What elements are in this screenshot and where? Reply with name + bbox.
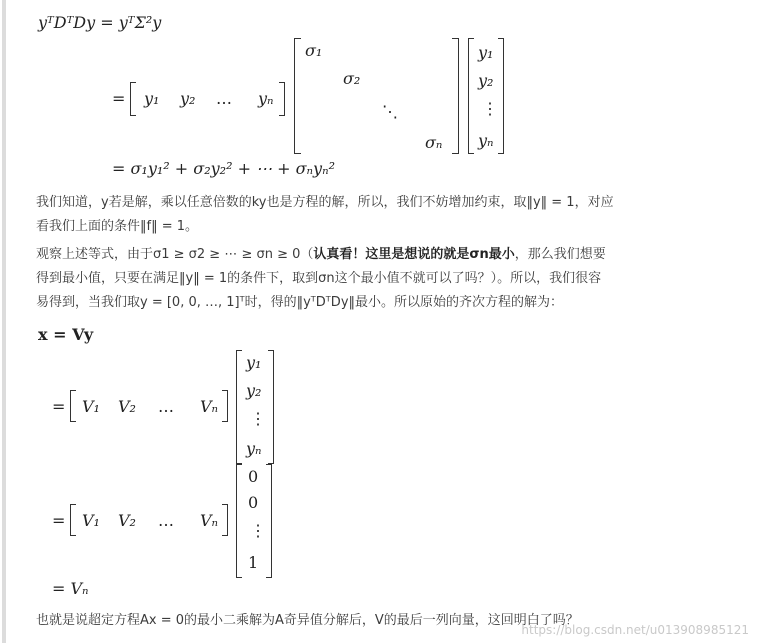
eq2-row2-item: V₂ xyxy=(118,511,136,530)
eq2-col2-bracket-left xyxy=(236,464,242,578)
footer-text: 也就是说超定方程Ax = 0的最小二乘解为A奇异值分解后，V的最后一列向量，这回明白了吗？ xyxy=(36,613,579,628)
eq2-col-bracket-left xyxy=(236,350,242,464)
eq2-col-bracket-right xyxy=(268,350,274,464)
para2-line1 xyxy=(36,246,606,264)
eq2-row-bracket-left xyxy=(70,390,76,422)
para2-line1-part-a: 观察上述等式，由于σ1 ≥ σ2 ≥ ⋯ ≥ σn ≥ 0（ xyxy=(36,247,314,262)
eq2-col2-item: 1 xyxy=(248,553,259,572)
para2-line3: 易得到，当我们取y = [0, 0, …, 1]ᵀ时，得的‖yᵀDᵀDy‖最小。所以原始的齐次方程的解为： xyxy=(36,295,564,310)
eq1-col-item: y₂ xyxy=(478,71,494,90)
eq2-row-bracket-right xyxy=(222,390,228,422)
eq1-col-bracket-left xyxy=(468,38,474,154)
eq2-row2-item: Vₙ xyxy=(200,511,219,530)
para2-line2: 得到最小值，只要在满足‖y‖ = 1的条件下，取到σn这个最小值不就可以了吗？）。所以，我们很容 xyxy=(36,271,602,286)
eq2-row2-bracket-right xyxy=(222,504,228,536)
eq2-row2-item: V₁ xyxy=(82,511,100,530)
eq1-diag-item: σₙ xyxy=(425,133,443,152)
eq1-diag-bracket-left xyxy=(294,38,301,154)
eq2-col-item: y₂ xyxy=(246,381,262,400)
eq2-row-item: V₂ xyxy=(118,397,136,416)
eq1-diag-item: ⋱ xyxy=(382,102,398,121)
eq1-col-bracket-right xyxy=(498,38,504,154)
eq2-lhs: x = Vy xyxy=(38,325,94,344)
watermark: https://blog.csdn.net/u013908985121 xyxy=(521,623,749,637)
quote-rail xyxy=(2,0,6,643)
eq1-diag-bracket-right xyxy=(452,38,459,154)
eq1-row-item: yₙ xyxy=(258,89,274,108)
para1-line1: 我们知道，y若是解，乘以任意倍数的ky也是方程的解，所以，我们不妨增加约束，取‖y‖ = 1，对应 xyxy=(36,195,614,210)
eq1-row-bracket-right xyxy=(279,82,285,116)
eq2-col-item: ⋮ xyxy=(250,409,266,428)
eq2-equals-row2: = xyxy=(52,511,66,530)
eq1-col-item: y₁ xyxy=(478,43,494,62)
eq2-col-item: yₙ xyxy=(246,439,262,458)
eq1-row-bracket-left xyxy=(130,82,136,116)
eq2-col-item: y₁ xyxy=(246,353,262,372)
eq2-equals-row1: = xyxy=(52,397,66,416)
eq1-col-item: ⋮ xyxy=(482,99,498,118)
para2-line1-bold: 认真看！这里是想说的就是σn最小 xyxy=(313,247,515,262)
eq1-row-item: … xyxy=(216,89,232,108)
eq1-row-item: y₂ xyxy=(180,89,196,108)
eq1-lhs: yᵀDᵀDy = yᵀΣ²y xyxy=(38,13,162,32)
eq2-row-item: Vₙ xyxy=(200,397,219,416)
para1-line2: 看我们上面的条件‖f‖ = 1。 xyxy=(36,219,199,234)
eq2-row-item: V₁ xyxy=(82,397,100,416)
eq1-result: = σ₁y₁² + σ₂y₂² + ⋯ + σₙyₙ² xyxy=(112,159,335,178)
eq2-row-item: … xyxy=(158,397,174,416)
eq1-equals-row: = xyxy=(112,89,126,108)
eq2-row2-item: … xyxy=(158,511,174,530)
eq2-col2-item: 0 xyxy=(248,467,259,486)
eq1-diag-item: σ₁ xyxy=(305,41,323,60)
eq1-col-item: yₙ xyxy=(478,131,494,150)
eq1-row-item: y₁ xyxy=(144,89,160,108)
eq2-col2-item: 0 xyxy=(248,493,259,512)
eq1-diag-item: σ₂ xyxy=(343,69,361,88)
eq2-result: = Vₙ xyxy=(52,579,89,598)
para2-line1-part-b: ，那么我们想要 xyxy=(514,247,606,262)
eq2-col2-bracket-right xyxy=(266,464,272,578)
eq2-col2-item: ⋮ xyxy=(250,521,266,540)
eq2-row2-bracket-left xyxy=(70,504,76,536)
